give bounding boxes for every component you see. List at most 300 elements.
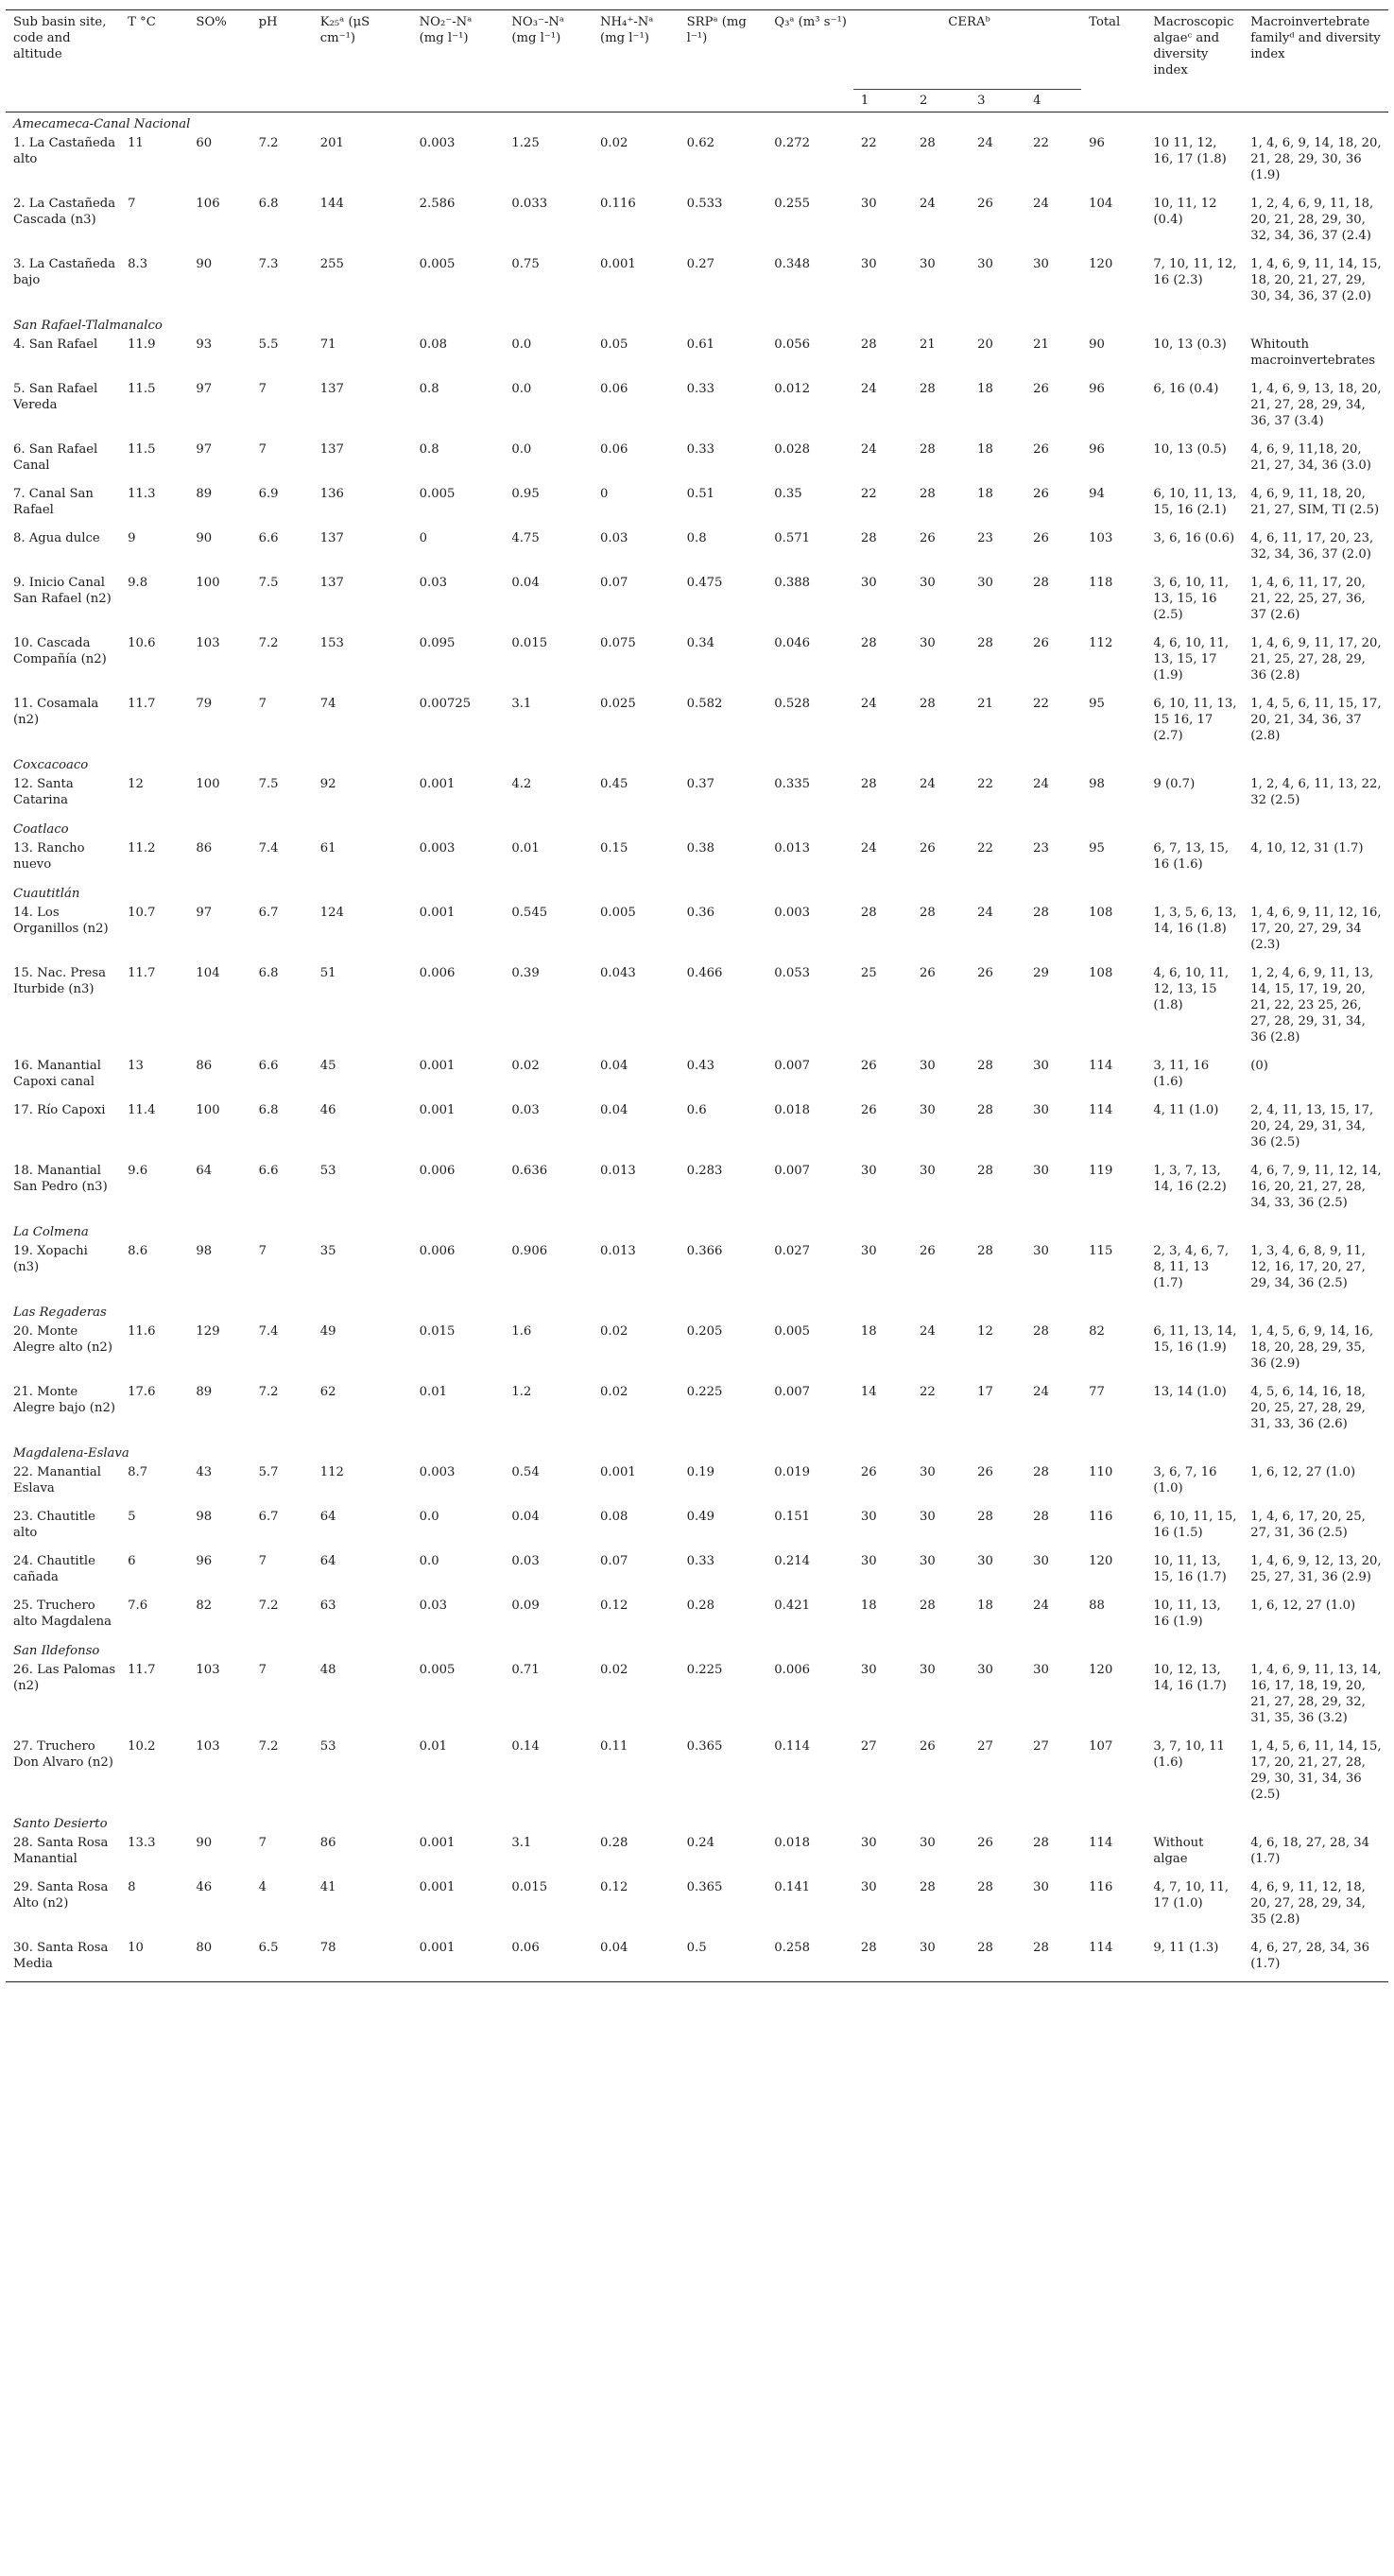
cera-3-cell: 28	[977, 1510, 993, 1524]
nitrite-cell: 0.00725	[419, 697, 472, 711]
header-cera-2: 2	[912, 90, 970, 112]
discharge-cell: 0.005	[774, 1324, 811, 1339]
cera-2-cell: 28	[919, 487, 936, 501]
macroinvertebrate-cell: 4, 6, 7, 9, 11, 12, 14, 16, 20, 21, 27, 28, 34, 33, 36 (2.5)	[1250, 1164, 1382, 1210]
ph-cell: 6.7	[258, 1510, 279, 1524]
header-conductivity: K₂₅ᵃ (μS cm⁻¹)	[313, 10, 412, 112]
macroinvertebrate-cell: 1, 4, 5, 6, 11, 15, 17, 20, 21, 34, 36, 37 (2.8)	[1250, 697, 1382, 743]
temperature-cell: 8.6	[128, 1244, 148, 1258]
cera-3-cell: 21	[977, 697, 993, 711]
ph-cell: 6.7	[258, 906, 279, 920]
cera-2-cell: 22	[919, 1385, 936, 1399]
srp-cell: 0.582	[686, 697, 723, 711]
conductivity-cell: 153	[319, 636, 344, 650]
site-cell: 12. Santa Catarina	[13, 777, 74, 807]
cera-3-cell: 18	[977, 1599, 993, 1613]
site-cell: 19. Xopachi (n3)	[13, 1244, 88, 1274]
discharge-cell: 0.003	[774, 906, 811, 920]
cera-4-cell: 26	[1033, 487, 1049, 501]
cera-4-cell: 28	[1033, 576, 1049, 590]
discharge-cell: 0.012	[774, 382, 811, 396]
ammonium-cell: 0.12	[600, 1599, 628, 1613]
cera-1-cell: 30	[860, 257, 877, 271]
ph-cell: 6.9	[258, 487, 279, 501]
cera-3-cell: 28	[977, 1880, 993, 1894]
cera-2-cell: 24	[919, 777, 936, 791]
ph-cell: 7	[258, 1554, 267, 1568]
nitrite-cell: 0	[419, 531, 427, 545]
ph-cell: 7	[258, 1663, 267, 1677]
temperature-cell: 8.7	[128, 1465, 148, 1479]
oxygen-saturation-cell: 100	[196, 1103, 220, 1117]
srp-cell: 0.225	[686, 1663, 723, 1677]
conductivity-cell: 136	[319, 487, 344, 501]
nitrate-cell: 0.75	[511, 257, 540, 271]
cera-3-cell: 28	[977, 1244, 993, 1258]
srp-cell: 0.34	[686, 636, 714, 650]
site-cell: 16. Manantial Capoxi canal	[13, 1059, 101, 1089]
macroinvertebrate-cell: 1, 2, 4, 6, 9, 11, 18, 20, 21, 28, 29, 30, 32, 34, 36, 37 (2.4)	[1250, 197, 1374, 243]
macroinvertebrate-cell: 1, 4, 6, 9, 11, 12, 16, 17, 20, 27, 29, 34 (2.3)	[1250, 906, 1382, 952]
ammonium-cell: 0.06	[600, 382, 628, 396]
nitrite-cell: 0.001	[419, 906, 456, 920]
temperature-cell: 7	[128, 197, 136, 211]
table-row	[6, 1461, 1388, 1506]
header-temperature: T °C	[120, 10, 188, 112]
cera-3-cell: 22	[977, 777, 993, 791]
ph-cell: 7.4	[258, 1324, 279, 1339]
total-cell: 116	[1089, 1880, 1113, 1894]
algae-cell: 3, 6, 16 (0.6)	[1153, 531, 1235, 545]
cera-2-cell: 30	[919, 1836, 936, 1850]
nitrite-cell: 0.095	[419, 636, 456, 650]
discharge-cell: 0.141	[774, 1880, 811, 1894]
subbasin-group-row	[6, 882, 1388, 902]
discharge-cell: 0.056	[774, 337, 811, 352]
subbasin-group-row	[6, 1301, 1388, 1321]
cera-2-cell: 26	[919, 531, 936, 545]
cera-3-cell: 22	[977, 841, 993, 856]
nitrite-cell: 0.03	[419, 1599, 447, 1613]
nitrate-cell: 0.09	[511, 1599, 540, 1613]
discharge-cell: 0.214	[774, 1554, 811, 1568]
ammonium-cell: 0.12	[600, 1880, 628, 1894]
cera-4-cell: 24	[1033, 197, 1049, 211]
ph-cell: 6.5	[251, 1937, 313, 1982]
srp-cell: 0.205	[686, 1324, 723, 1339]
discharge-cell: 0.053	[774, 966, 811, 980]
srp-cell: 0.5	[680, 1937, 767, 1982]
ph-cell: 7.5	[258, 576, 279, 590]
oxygen-saturation-cell: 86	[196, 841, 213, 856]
cera-4-cell: 22	[1033, 136, 1049, 150]
nitrate-cell: 0.636	[511, 1164, 548, 1178]
total-cell: 96	[1089, 442, 1105, 457]
conductivity-cell: 144	[319, 197, 344, 211]
srp-cell: 0.6	[686, 1103, 707, 1117]
nitrate-cell: 0.0	[511, 442, 532, 457]
table-row	[6, 132, 1388, 193]
ammonium-cell: 0.025	[600, 697, 636, 711]
total-cell: 94	[1089, 487, 1105, 501]
oxygen-saturation-cell: 106	[196, 197, 220, 211]
srp-cell: 0.466	[686, 966, 723, 980]
nitrite-cell: 0.005	[419, 257, 456, 271]
srp-cell: 0.49	[686, 1510, 714, 1524]
temperature-cell: 11.7	[128, 697, 156, 711]
macroinvertebrate-cell: 1, 6, 12, 27 (1.0)	[1250, 1465, 1356, 1479]
subbasin-name: Magdalena-Eslava	[13, 1446, 129, 1461]
conductivity-cell: 124	[319, 906, 344, 920]
total-cell: 115	[1089, 1244, 1113, 1258]
site-cell: 9. Inicio Canal San Rafael (n2)	[13, 576, 112, 606]
cera-3-cell: 17	[977, 1385, 993, 1399]
site-cell: 23. Chautitle alto	[13, 1510, 95, 1540]
conductivity-cell: 63	[319, 1599, 336, 1613]
cera-2-cell: 28	[919, 136, 936, 150]
cera-3-cell: 28	[977, 1103, 993, 1117]
site-cell: 8. Agua dulce	[13, 531, 100, 545]
nitrate-cell: 4.2	[511, 777, 532, 791]
cera-4-cell: 26	[1033, 636, 1049, 650]
algae-cell: 6, 10, 11, 15, 16 (1.5)	[1153, 1510, 1237, 1540]
cera-3-cell: 28	[977, 636, 993, 650]
cera-3-cell: 23	[977, 531, 993, 545]
cera-1-cell: 28	[860, 531, 877, 545]
macroinvertebrate-cell: 4, 10, 12, 31 (1.7)	[1250, 841, 1364, 856]
subbasin-group-row	[6, 1220, 1388, 1240]
ph-cell: 7	[258, 1244, 267, 1258]
algae-cell: 6, 11, 13, 14, 15, 16 (1.9)	[1153, 1324, 1237, 1355]
cera-3-cell: 18	[977, 442, 993, 457]
cera-2-cell: 30	[919, 257, 936, 271]
ammonium-cell: 0.001	[600, 257, 636, 271]
algae-cell: 10, 12, 13, 14, 16 (1.7)	[1153, 1663, 1227, 1693]
total-cell: 82	[1089, 1324, 1105, 1339]
site-cell: 17. Río Capoxi	[13, 1103, 106, 1117]
cera-3-cell: 18	[977, 487, 993, 501]
header-srp: SRPᵃ (mg l⁻¹)	[680, 10, 767, 112]
temperature-cell: 13.3	[128, 1836, 156, 1850]
oxygen-saturation-cell: 89	[196, 1385, 213, 1399]
table-row	[6, 1659, 1388, 1736]
oxygen-saturation-cell: 80	[188, 1937, 250, 1982]
table-row	[6, 1550, 1388, 1595]
header-nitrite: NO₂⁻-Nᵃ (mg l⁻¹)	[412, 10, 505, 112]
cera-4-cell: 28	[1033, 1465, 1049, 1479]
srp-cell: 0.19	[686, 1465, 714, 1479]
site-cell: 30. Santa Rosa Media	[6, 1937, 120, 1982]
total-cell: 114	[1089, 1103, 1113, 1117]
algae-cell: 3, 11, 16 (1.6)	[1153, 1059, 1210, 1089]
cera-4-cell: 30	[1033, 257, 1049, 271]
macroinvertebrate-cell: 1, 4, 6, 9, 11, 14, 15, 18, 20, 21, 27, 29, 30, 34, 36, 37 (2.0)	[1250, 257, 1382, 303]
discharge-cell: 0.151	[774, 1510, 811, 1524]
nitrate-cell: 0.95	[511, 487, 540, 501]
table-row	[6, 572, 1388, 632]
discharge-cell: 0.528	[774, 697, 811, 711]
discharge-cell: 0.258	[766, 1937, 853, 1982]
macroinvertebrate-cell: 1, 4, 6, 9, 11, 13, 14, 16, 17, 18, 19, 20, 21, 27, 28, 29, 32, 31, 35, 36 (3.2)	[1250, 1663, 1382, 1725]
cera-1-cell: 24	[860, 382, 877, 396]
cera-2-cell: 26	[919, 966, 936, 980]
ammonium-cell: 0.02	[600, 1324, 628, 1339]
nitrate-cell: 1.2	[511, 1385, 532, 1399]
srp-cell: 0.8	[686, 531, 707, 545]
discharge-cell: 0.571	[774, 531, 811, 545]
nitrite-cell: 0.015	[419, 1324, 456, 1339]
discharge-cell: 0.007	[774, 1164, 811, 1178]
discharge-cell: 0.255	[774, 197, 811, 211]
cera-4-cell: 24	[1033, 777, 1049, 791]
site-cell: 20. Monte Alegre alto (n2)	[13, 1324, 112, 1355]
cera-1-cell: 30	[860, 1164, 877, 1178]
cera-1-cell: 27	[860, 1739, 877, 1754]
nitrate-cell: 0.02	[511, 1059, 540, 1073]
cera-2-cell: 28	[919, 1880, 936, 1894]
cera-2-cell: 30	[919, 1465, 936, 1479]
discharge-cell: 0.046	[774, 636, 811, 650]
discharge-cell: 0.019	[774, 1465, 811, 1479]
total-cell: 107	[1089, 1739, 1113, 1754]
nitrite-cell: 0.005	[419, 1663, 456, 1677]
ammonium-cell: 0.075	[600, 636, 636, 650]
ammonium-cell: 0.03	[600, 531, 628, 545]
cera-1-cell: 30	[860, 1510, 877, 1524]
header-discharge: Q₃ᵃ (m³ s⁻¹)	[766, 10, 853, 112]
conductivity-cell: 201	[319, 136, 344, 150]
ammonium-cell: 0.07	[600, 1554, 628, 1568]
temperature-cell: 11.7	[128, 966, 156, 980]
algae-cell: 9, 11 (1.3)	[1145, 1937, 1243, 1982]
macroinvertebrate-cell: 4, 6, 9, 11, 12, 18, 20, 27, 28, 29, 34, 35 (2.8)	[1250, 1880, 1366, 1927]
algae-cell: Without algae	[1153, 1836, 1204, 1866]
table-row	[6, 632, 1388, 693]
macroinvertebrate-cell: 4, 6, 27, 28, 34, 36 (1.7)	[1243, 1937, 1388, 1982]
oxygen-saturation-cell: 129	[196, 1324, 220, 1339]
ph-cell: 6.8	[258, 966, 279, 980]
ph-cell: 7.2	[258, 1739, 279, 1754]
macroinvertebrate-cell: 4, 6, 18, 27, 28, 34 (1.7)	[1250, 1836, 1370, 1866]
ph-cell: 5.7	[258, 1465, 279, 1479]
algae-cell: 2, 3, 4, 6, 7, 8, 11, 13 (1.7)	[1153, 1244, 1230, 1290]
nitrate-cell: 0.0	[511, 382, 532, 396]
header-cera: CERAᵇ	[948, 15, 990, 29]
ammonium-cell: 0.02	[600, 1385, 628, 1399]
cera-3-cell: 28	[977, 1059, 993, 1073]
cera-2-cell: 30	[919, 576, 936, 590]
algae-cell: 6, 10, 11, 13, 15 16, 17 (2.7)	[1153, 697, 1237, 743]
cera-4-cell: 22	[1033, 697, 1049, 711]
site-cell: 15. Nac. Presa Iturbide (n3)	[13, 966, 106, 996]
nitrite-cell: 0.001	[419, 1880, 456, 1894]
table-row	[6, 1321, 1388, 1381]
discharge-cell: 0.028	[774, 442, 811, 457]
nitrate-cell: 0.015	[511, 636, 548, 650]
total-cell: 95	[1089, 841, 1105, 856]
temperature-cell: 5	[128, 1510, 136, 1524]
cera-1-cell: 28	[860, 337, 877, 352]
ammonium-cell: 0.02	[600, 1663, 628, 1677]
total-cell: 120	[1089, 1663, 1113, 1677]
ph-cell: 7.2	[258, 1385, 279, 1399]
ph-cell: 7.2	[258, 1599, 279, 1613]
cera-1-cell: 30	[860, 1880, 877, 1894]
ammonium-cell: 0.005	[600, 906, 636, 920]
oxygen-saturation-cell: 64	[196, 1164, 213, 1178]
srp-cell: 0.62	[686, 136, 714, 150]
macroinvertebrate-cell: 1, 4, 6, 11, 17, 20, 21, 22, 25, 27, 36, 37 (2.6)	[1250, 576, 1366, 622]
total-cell: 118	[1089, 576, 1113, 590]
ph-cell: 6.6	[258, 1059, 279, 1073]
ammonium-cell: 0.11	[600, 1739, 628, 1754]
temperature-cell: 11.3	[128, 487, 156, 501]
cera-2-cell: 26	[919, 1244, 936, 1258]
ammonium-cell: 0.15	[600, 841, 628, 856]
discharge-cell: 0.272	[774, 136, 811, 150]
temperature-cell: 11.5	[128, 382, 156, 396]
subbasin-name: San Rafael-Tlalmanalco	[13, 319, 163, 333]
cera-4-cell: 21	[1033, 337, 1049, 352]
header-algae: Macroscopic algaeᶜ and diversity index	[1145, 10, 1243, 112]
subbasin-group-row	[6, 753, 1388, 773]
table-header	[6, 10, 1388, 112]
cera-2-cell: 21	[919, 337, 936, 352]
table-row	[6, 1381, 1388, 1442]
temperature-cell: 10.6	[128, 636, 156, 650]
site-cell: 7. Canal San Rafael	[13, 487, 94, 517]
ammonium-cell: 0.013	[600, 1244, 636, 1258]
cera-2-cell: 30	[919, 1663, 936, 1677]
srp-cell: 0.51	[686, 487, 714, 501]
ammonium-cell: 0.04	[600, 1103, 628, 1117]
algae-cell: 4, 6, 10, 11, 13, 15, 17 (1.9)	[1153, 636, 1230, 683]
total-cell: 110	[1089, 1465, 1113, 1479]
subbasin-name: Amecameca-Canal Nacional	[13, 117, 191, 131]
srp-cell: 0.366	[686, 1244, 723, 1258]
site-cell: 13. Rancho nuevo	[13, 841, 85, 872]
cera-3-cell: 18	[977, 382, 993, 396]
total-cell: 116	[1089, 1510, 1113, 1524]
ammonium-cell: 0.45	[600, 777, 628, 791]
table-row	[6, 1595, 1388, 1639]
temperature-cell: 10.7	[128, 906, 156, 920]
oxygen-saturation-cell: 97	[196, 382, 213, 396]
table-row	[6, 378, 1388, 439]
cera-3-cell: 30	[977, 257, 993, 271]
conductivity-cell: 61	[319, 841, 336, 856]
discharge-cell: 0.114	[774, 1739, 811, 1754]
discharge-cell: 0.388	[774, 576, 811, 590]
algae-cell: 10, 13 (0.3)	[1153, 337, 1227, 352]
ammonium-cell: 0.05	[600, 337, 628, 352]
table-row	[6, 253, 1388, 314]
cera-1-cell: 30	[860, 1554, 877, 1568]
cera-3-cell: 28	[977, 1164, 993, 1178]
nitrate-cell: 0.39	[511, 966, 540, 980]
nitrite-cell: 0.003	[419, 136, 456, 150]
cera-1-cell: 26	[860, 1465, 877, 1479]
nitrite-cell: 0.005	[419, 487, 456, 501]
total-cell: 114	[1089, 1836, 1113, 1850]
macroinvertebrate-cell: 4, 5, 6, 14, 16, 18, 20, 25, 27, 28, 29, 31, 33, 36 (2.6)	[1250, 1385, 1366, 1431]
temperature-cell: 13	[128, 1059, 144, 1073]
cera-4-cell: 24	[1033, 1385, 1049, 1399]
header-cera-1: 1	[853, 90, 912, 112]
subbasin-group-row	[6, 1639, 1388, 1659]
ammonium-cell: 0.02	[600, 136, 628, 150]
macroinvertebrate-cell: 1, 4, 6, 9, 12, 13, 20, 25, 27, 31, 36 (2.9)	[1250, 1554, 1382, 1584]
ph-cell: 6.8	[258, 1103, 279, 1117]
site-cell: 26. Las Palomas (n2)	[13, 1663, 116, 1693]
subbasin-name: Cuautitlán	[13, 887, 80, 901]
header-ammonium: NH₄⁺-Nᵃ (mg l⁻¹)	[593, 10, 680, 112]
srp-cell: 0.225	[686, 1385, 723, 1399]
ph-cell: 7.4	[258, 841, 279, 856]
oxygen-saturation-cell: 98	[196, 1510, 213, 1524]
cera-3-cell: 28	[970, 1937, 1025, 1982]
cera-1-cell: 24	[860, 442, 877, 457]
cera-4-cell: 28	[1033, 1836, 1049, 1850]
srp-cell: 0.33	[686, 1554, 714, 1568]
cera-2-cell: 30	[919, 1059, 936, 1073]
nitrite-cell: 0.8	[419, 442, 439, 457]
header-oxygen-saturation: SO%	[188, 10, 250, 112]
cera-1-cell: 28	[860, 777, 877, 791]
table-row	[6, 1055, 1388, 1099]
total-cell: 77	[1089, 1385, 1105, 1399]
cera-3-cell: 30	[977, 1663, 993, 1677]
macroinvertebrate-cell: 1, 4, 5, 6, 9, 14, 16, 18, 20, 28, 29, 35, 36 (2.9)	[1250, 1324, 1374, 1371]
macroinvertebrate-cell: 1, 2, 4, 6, 11, 13, 22, 32 (2.5)	[1250, 777, 1382, 807]
site-cell: 3. La Castañeda bajo	[13, 257, 116, 287]
cera-4-cell: 30	[1033, 1663, 1049, 1677]
subbasin-group-row	[6, 1812, 1388, 1832]
table-row	[6, 1506, 1388, 1550]
cera-4-cell: 30	[1033, 1244, 1049, 1258]
temperature-cell: 7.6	[128, 1599, 148, 1613]
subbasin-group-row	[6, 314, 1388, 334]
nitrate-cell: 1.6	[511, 1324, 532, 1339]
nitrite-cell: 0.006	[419, 1244, 456, 1258]
conductivity-cell: 45	[319, 1059, 336, 1073]
conductivity-cell: 255	[319, 257, 344, 271]
ph-cell: 7.2	[258, 636, 279, 650]
nitrite-cell: 2.586	[419, 197, 456, 211]
oxygen-saturation-cell: 98	[196, 1244, 213, 1258]
table-row	[6, 1160, 1388, 1220]
srp-cell: 0.61	[686, 337, 714, 352]
total-cell: 108	[1089, 966, 1113, 980]
temperature-cell: 9	[128, 531, 136, 545]
cera-4-cell: 28	[1033, 1324, 1049, 1339]
table-row	[6, 334, 1388, 378]
algae-cell: 3, 6, 7, 16 (1.0)	[1153, 1465, 1217, 1495]
total-cell: 95	[1089, 697, 1105, 711]
nitrate-cell: 0.71	[511, 1663, 540, 1677]
site-cell: 21. Monte Alegre bajo (n2)	[13, 1385, 115, 1415]
discharge-cell: 0.018	[774, 1103, 811, 1117]
ph-cell: 7.5	[258, 777, 279, 791]
cera-2-cell: 24	[919, 197, 936, 211]
srp-cell: 0.27	[686, 257, 714, 271]
table-row	[6, 527, 1388, 572]
ph-cell: 7.3	[258, 257, 279, 271]
temperature-cell: 9.6	[128, 1164, 148, 1178]
ammonium-cell: 0.07	[600, 576, 628, 590]
ammonium-cell: 0.06	[600, 442, 628, 457]
conductivity-cell: 51	[319, 966, 336, 980]
